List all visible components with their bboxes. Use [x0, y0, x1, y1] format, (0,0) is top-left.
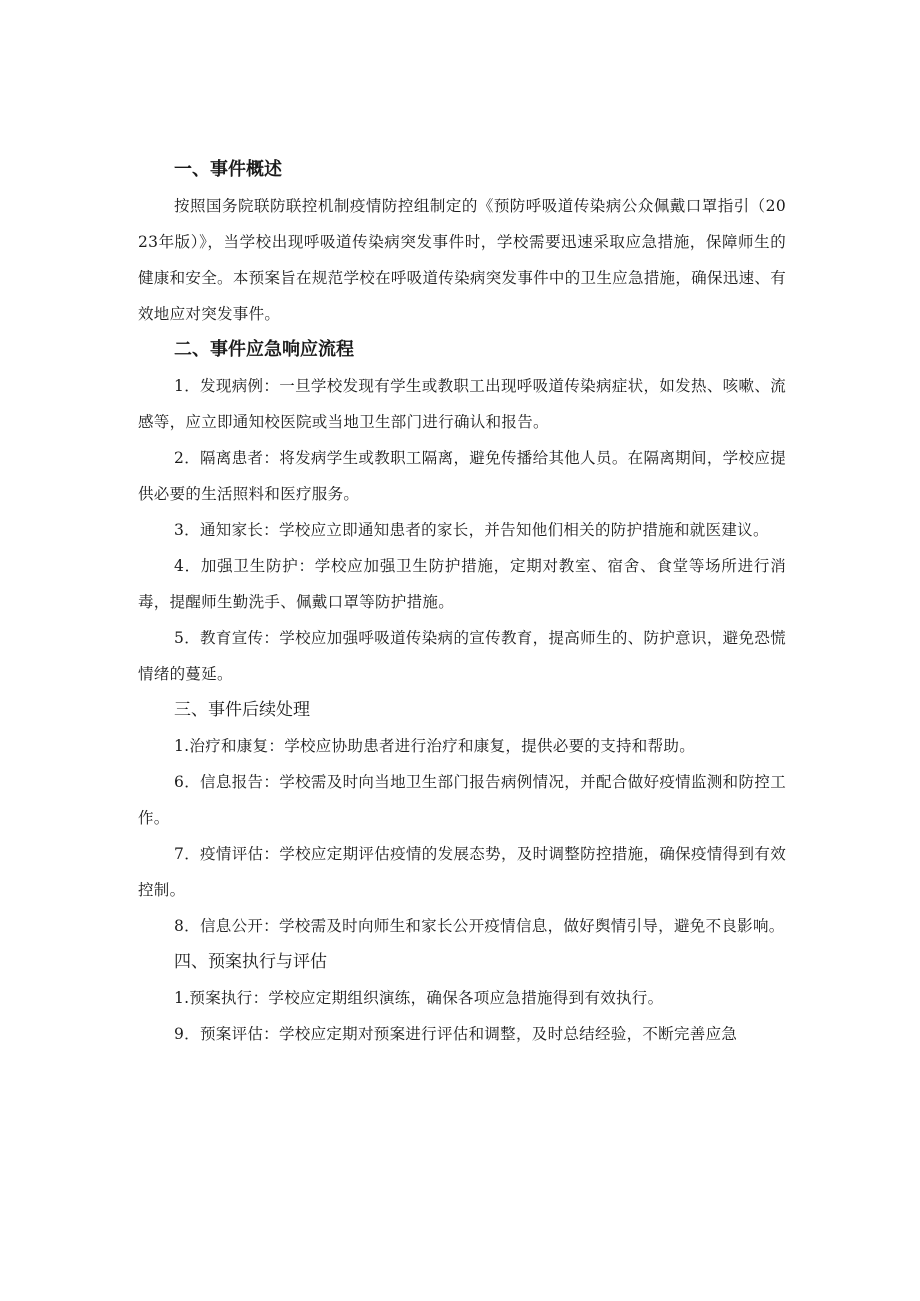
section-2-item-5 — [138, 620, 786, 692]
section-3-item-3 — [138, 836, 786, 908]
item-text: ．预案评估：学校应定期对预案进行评估和调整，及时总结经验，不断完善应急 — [184, 1025, 738, 1043]
section-4-item-1 — [138, 980, 786, 1016]
item-text: ．加强卫生防护：学校应加强卫生防护措施，定期对教室、宿舍、食堂等场所进行消毒，提醒师生勤洗手、佩戴口罩等防护措施。 — [138, 557, 786, 611]
item-text: ．隔离患者：将发病学生或教职工隔离，避免传播给其他人员。在隔离期间，学校应提供必要的生活照料和医疗服务。 — [138, 449, 786, 503]
item-number: 2 — [174, 449, 185, 467]
item-text: ．教育宣传：学校应加强呼吸道传染病的宣传教育，提高师生的、防护意识，避免恐慌情绪的蔓延。 — [138, 629, 786, 683]
item-text: ．发现病例：一旦学校发现有学生或教职工出现呼吸道传染病症状，如发热、咳嗽、流感等，应立即通知校医院或当地卫生部门进行确认和报告。 — [138, 377, 786, 431]
item-text: ．通知家长：学校应立即通知患者的家长，并告知他们相关的防护措施和就医建议。 — [184, 521, 769, 539]
item-number: 6 — [174, 773, 185, 791]
document-body — [138, 152, 786, 1052]
section-4-item-2 — [138, 1016, 786, 1052]
item-number: 1. — [174, 737, 190, 755]
section-2-item-2 — [138, 440, 786, 512]
item-number: 8 — [174, 917, 185, 935]
section-3-item-1 — [138, 728, 786, 764]
item-text: ．信息公开：学校需及时向师生和家长公开疫情信息，做好舆情引导，避免不良影响。 — [184, 917, 785, 935]
section-4-heading: 四、预案执行与评估 — [174, 952, 327, 972]
section-2-item-3 — [138, 512, 786, 548]
section-3-heading: 三、事件后续处理 — [174, 700, 310, 720]
section-2-item-4 — [138, 548, 786, 620]
item-number: 7 — [174, 845, 185, 863]
item-text: ．信息报告：学校需及时向当地卫生部门报告病例情况，并配合做好疫情监测和防控工作。 — [138, 773, 786, 827]
section-2-item-1 — [138, 368, 786, 440]
item-number: 9 — [174, 1025, 185, 1043]
item-number: 3 — [174, 521, 185, 539]
item-number: 5 — [174, 629, 185, 647]
section-3-item-2 — [138, 764, 786, 836]
item-text: ．疫情评估：学校应定期评估疫情的发展态势，及时调整防控措施，确保疫情得到有效控制。 — [138, 845, 786, 899]
item-number: 1 — [174, 377, 185, 395]
section-1-heading: 一、事件概述 — [174, 159, 282, 180]
section-3-item-4 — [138, 908, 786, 944]
section-2-heading: 二、事件应急响应流程 — [174, 339, 354, 360]
item-number: 4 — [174, 557, 185, 575]
item-number: 1. — [174, 989, 190, 1007]
item-text: 预案执行：学校应定期组织演练，确保各项应急措施得到有效执行。 — [189, 989, 664, 1007]
section-1-paragraph: 按照国务院联防联控机制疫情防控组制定的《预防呼吸道传染病公众佩戴口罩指引（2023年版）》，当学校出现呼吸道传染病突发事件时，学校需要迅速采取应急措施，保障师生的健康和安全。本预案旨在规范学校在呼吸道传染病突发事件中的卫生应急措施，确保迅速、有效地应对突发事件。 — [138, 197, 786, 323]
item-text: 治疗和康复：学校应协助患者进行治疗和康复，提供必要的支持和帮助。 — [189, 737, 695, 755]
